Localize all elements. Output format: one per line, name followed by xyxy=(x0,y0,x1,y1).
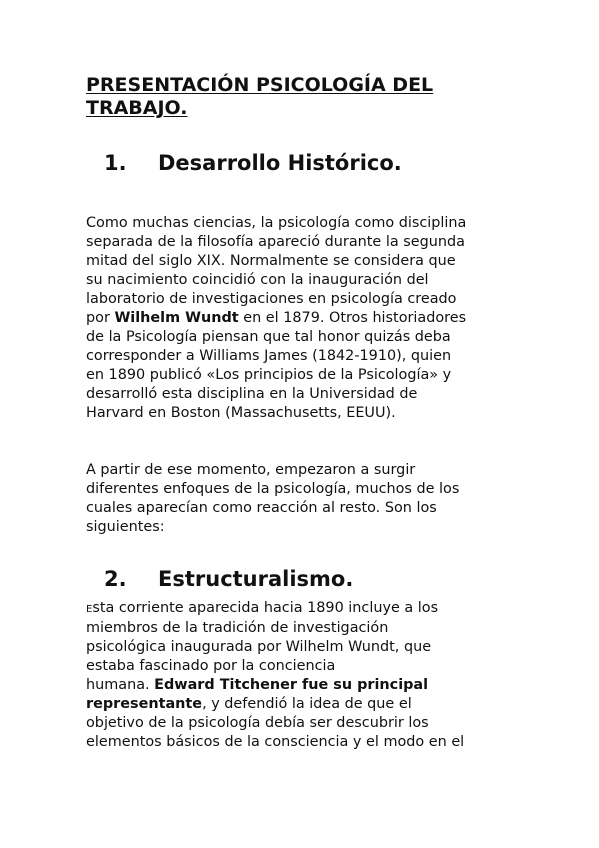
text-line: Harvard en Boston (Massachusetts, EEUU). xyxy=(86,405,396,421)
text-line: en 1890 publicó «Los principios de la Psicología» y xyxy=(86,367,452,383)
text-line: elementos básicos de la consciencia y el modo en el xyxy=(86,734,465,750)
text-line: corresponder a Williams James (1842-1910), quien xyxy=(86,348,452,364)
section-heading-2 xyxy=(104,566,353,592)
text-line: desarrolló esta disciplina en la Universidad de xyxy=(86,386,418,402)
section-heading-1 xyxy=(104,150,402,176)
text-line: siguientes: xyxy=(86,519,165,535)
text-line: separada de la filosofía apareció durante la segunda xyxy=(86,234,465,250)
document-title: PRESENTACIÓN PSICOLOGÍA DEL TRABAJO. xyxy=(86,74,434,119)
text-line: por Wilhelm Wundt en el 1879. Otros historiadores xyxy=(86,310,467,326)
bold-text: Edward Titchener fue su principal xyxy=(154,677,429,693)
text-line: A partir de ese momento, empezaron a surgir xyxy=(86,462,416,478)
text-line: humana. Edward Titchener fue su principal xyxy=(86,677,429,693)
text-line: objetivo de la psicología debía ser descubrir los xyxy=(86,715,429,731)
text-line: su nacimiento coincidió con la inauguración del xyxy=(86,272,429,288)
text-line: diferentes enfoques de la psicología, muchos de los xyxy=(86,481,460,497)
section-number: 1. xyxy=(104,151,127,175)
text-line: representante, y defendió la idea de que el xyxy=(86,696,412,712)
text-line: psicológica inaugurada por Wilhelm Wundt, que xyxy=(86,639,432,655)
paragraph xyxy=(86,461,526,537)
bold-text: representante xyxy=(86,696,203,712)
text-line: laboratorio de investigaciones en psicología creado xyxy=(86,291,457,307)
paragraph xyxy=(86,214,526,423)
text-line: mitad del siglo XIX. Normalmente se considera que xyxy=(86,253,456,269)
bold-text: Wilhelm Wundt xyxy=(114,310,239,326)
section-number: 2. xyxy=(104,567,127,591)
paragraph xyxy=(86,599,526,752)
text-line: de la Psicología piensan que tal honor quizás deba xyxy=(86,329,451,345)
text-line: Esta corriente aparecida hacia 1890 incluye a los xyxy=(86,600,439,616)
section-title: Estructuralismo. xyxy=(158,567,354,591)
text-line: cuales aparecían como reacción al resto. Son los xyxy=(86,500,437,516)
section-title: Desarrollo Histórico. xyxy=(158,151,402,175)
text-line: miembros de la tradición de investigación xyxy=(86,620,389,636)
text-line: Como muchas ciencias, la psicología como disciplina xyxy=(86,215,467,231)
text-line: estaba fascinado por la conciencia xyxy=(86,658,336,674)
drop-letter: E xyxy=(86,604,93,615)
